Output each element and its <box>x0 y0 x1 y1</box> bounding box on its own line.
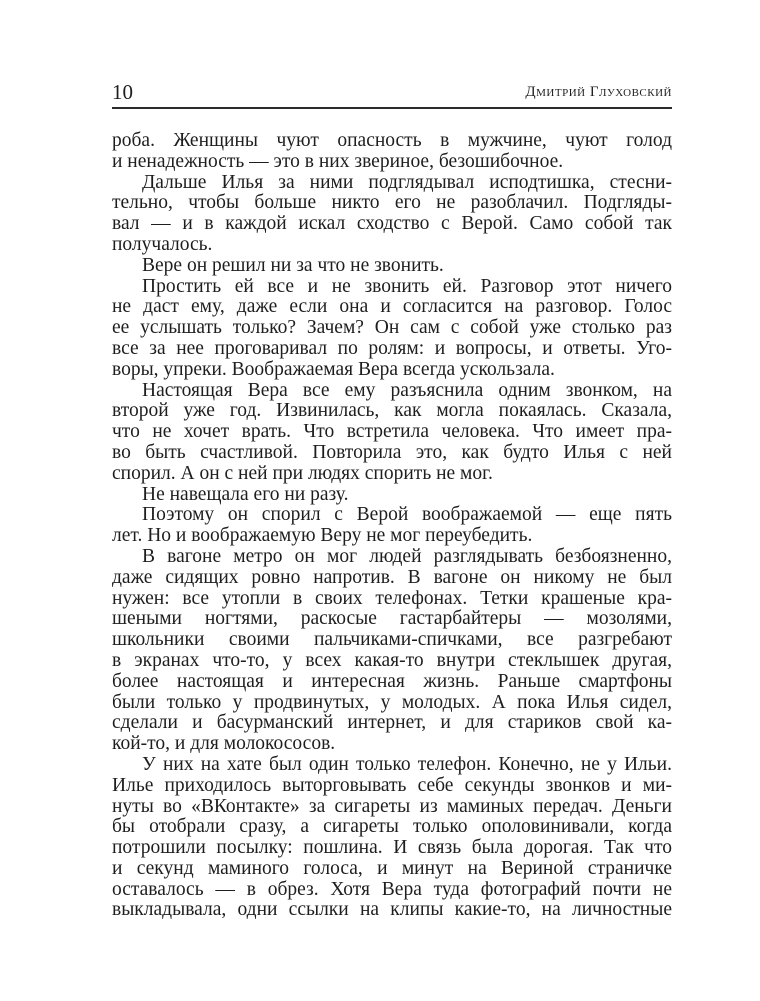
text-line: шеными ногтями, раскосые гастарбайтеры — мозолями, <box>112 608 672 630</box>
text-line: и секунд маминого голоса, и минут на Вериной страничке <box>112 857 672 879</box>
text-line: и ненадежность — это в них звериное, безошибочное. <box>112 150 564 172</box>
text-line: кой-то, и для молокососов. <box>112 733 336 755</box>
text-line: сделали и басурманский интернет, и для стариков свой ка- <box>112 712 672 734</box>
text-line: более настоящая и интересная жизнь. Раньше смартфоны <box>112 670 672 692</box>
text-line: во быть счастливой. Повторила это, как будто Илья с ней <box>112 441 672 463</box>
text-line: выкладывала, одни ссылки на клипы какие-то, на личностные <box>112 899 672 921</box>
text-line: оставалось — в обрез. Хотя Вера туда фотографий почти не <box>112 878 672 900</box>
text-line: школьники своими пальчиками-спичками, все разгребают <box>112 629 672 651</box>
text-line: нуты во «ВКонтакте» за сигареты из маминых передач. Деньги <box>112 795 672 817</box>
header-rule <box>112 107 672 109</box>
text-line: У них на хате был один только телефон. Конечно, не у Ильи. <box>142 753 672 775</box>
text-line: бы отобрали сразу, а сигареты только ополовинивали, когда <box>112 816 672 838</box>
author-name: Дмитрий Глуховский <box>525 84 672 100</box>
text-line: Дальше Илья за ними подглядывал исподтишка, стесни- <box>142 171 672 193</box>
text-line: даже сидящих ровно напротив. В вагоне он никому не был <box>112 566 672 588</box>
text-line: воры, упреки. Воображаемая Вера всегда ускользала. <box>112 358 555 380</box>
text-line: нужен: все утопли в своих телефонах. Тетки крашеные кра- <box>112 587 672 609</box>
text-line: роба. Женщины чуют опасность в мужчине, чуют голод <box>112 130 672 151</box>
body-text <box>112 131 672 921</box>
text-line: вал — и в каждой искал сходство с Верой. Само собой так <box>112 213 672 235</box>
text-line: В вагоне метро он мог людей разглядывать безбоязненно, <box>142 545 672 567</box>
text-line: ее услышать только? Зачем? Он сам с собой уже столько раз <box>112 317 672 339</box>
page-number: 10 <box>112 80 133 104</box>
text-line: Поэтому он спорил с Верой воображаемой — еще пять <box>142 504 672 526</box>
text-line: что не хочет врать. Что встретила человека. Что имеет пра- <box>112 421 672 443</box>
text-line: все за нее проговаривал по ролям: и вопросы, и ответы. Уго- <box>112 337 672 359</box>
text-line: Вере он решил ни за что не звонить. <box>142 254 444 276</box>
text-line: не даст ему, даже если она и согласится на разговор. Голос <box>112 296 672 318</box>
text-line: Настоящая Вера все ему разъяснила одним звонком, на <box>142 379 672 401</box>
text-line: потрошили посылку: пошлина. И связь была дорогая. Так что <box>112 837 672 859</box>
text-line: тельно, чтобы больше никто его не разоблачил. Подгляды- <box>112 192 672 214</box>
text-line: лет. Но и воображаемую Веру не мог переубедить. <box>112 525 533 547</box>
text-line: Илье приходилось выторговывать себе секунды звонков и ми- <box>112 774 672 796</box>
text-line: в экранах что-то, у всех какая-то внутри стеклышек другая, <box>112 649 672 671</box>
text-line: спорил. А он с ней при людях спорить не мог. <box>112 462 493 484</box>
running-header <box>112 80 672 106</box>
text-line: были только у продвинутых, у молодых. А пока Илья сидел, <box>112 691 672 713</box>
text-line: Простить ей все и не звонить ей. Разговор этот ничего <box>142 275 672 297</box>
text-line: второй уже год. Извинилась, как могла покаялась. Сказала, <box>112 400 672 422</box>
text-line: получалось. <box>112 233 213 255</box>
text-line: Не навещала его ни разу. <box>142 483 349 505</box>
